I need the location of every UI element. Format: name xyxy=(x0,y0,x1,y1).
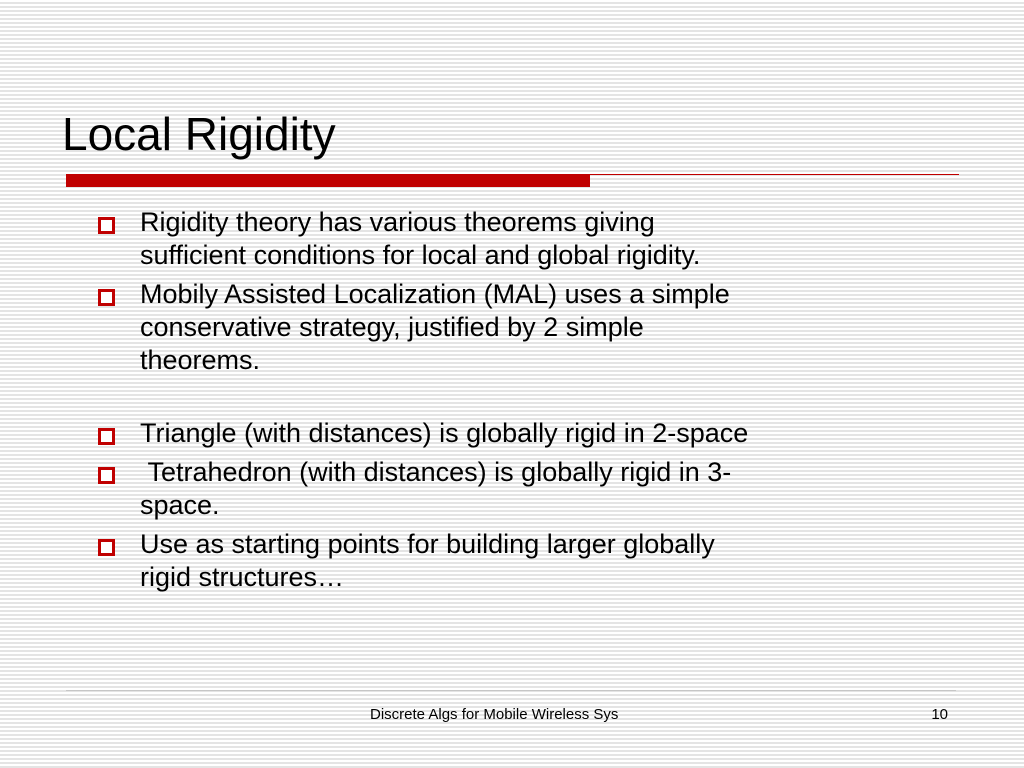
bullet-item xyxy=(92,278,922,377)
bullet-item xyxy=(92,417,922,450)
slide-number: 10 xyxy=(931,706,948,723)
square-bullet-icon xyxy=(98,289,115,306)
square-bullet-icon xyxy=(98,217,115,234)
bullet-text: Use as starting points for building larger globally rigid structures… xyxy=(140,529,715,592)
bullet-item xyxy=(92,206,922,272)
footer-text: Discrete Algs for Mobile Wireless Sys xyxy=(370,706,619,723)
title-underline-bar xyxy=(66,175,590,187)
bullet-text: Tetrahedron (with distances) is globally rigid in 3- space. xyxy=(140,457,732,520)
bullet-list xyxy=(92,206,922,594)
slide-title: Local Rigidity xyxy=(62,108,336,160)
bullet-item xyxy=(92,528,922,594)
bullet-item xyxy=(92,456,922,522)
bullet-text: Mobily Assisted Localization (MAL) uses a simple conservative strategy, justified by 2 simple theorems. xyxy=(140,279,730,375)
square-bullet-icon xyxy=(98,539,115,556)
bullet-text: Rigidity theory has various theorems giving sufficient conditions for local and global rigidity. xyxy=(140,207,701,270)
footer-divider xyxy=(66,690,956,691)
square-bullet-icon xyxy=(98,428,115,445)
square-bullet-icon xyxy=(98,467,115,484)
bullet-text: Triangle (with distances) is globally rigid in 2-space xyxy=(140,418,749,448)
